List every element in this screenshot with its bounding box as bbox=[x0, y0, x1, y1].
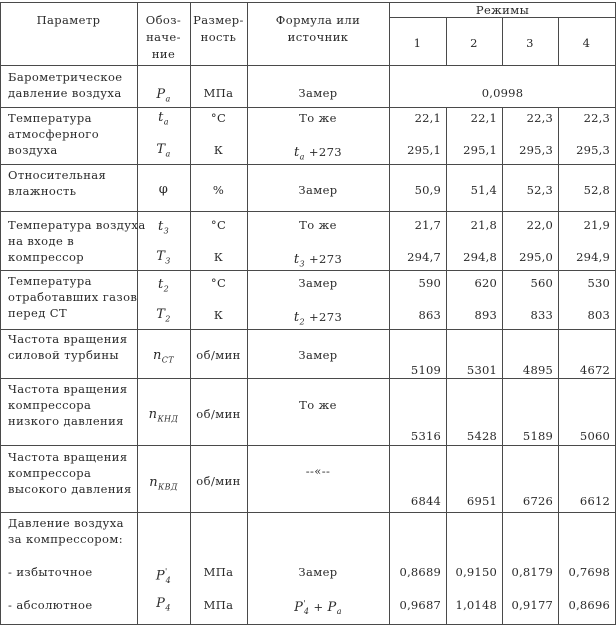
header-mode-3: 3 bbox=[526, 36, 534, 50]
param-name: Давление воздуха bbox=[8, 516, 124, 530]
param-name: давление воздуха bbox=[8, 86, 122, 100]
header-unit: Размер- bbox=[193, 13, 244, 27]
header-formula: Формула или bbox=[275, 13, 361, 27]
value: 530 bbox=[587, 276, 610, 290]
symbol: $P_a$ bbox=[156, 87, 171, 104]
value: 294,9 bbox=[576, 250, 610, 264]
source: То же bbox=[299, 398, 337, 412]
sub-label: - избыточное bbox=[8, 565, 93, 579]
value: 5060 bbox=[579, 429, 610, 443]
value: 4672 bbox=[579, 363, 610, 377]
value: 620 bbox=[474, 276, 497, 290]
source-formula: $P'_4 + P_a$ bbox=[294, 599, 342, 617]
value: 4895 bbox=[522, 363, 553, 377]
param-name: компрессора bbox=[8, 466, 92, 480]
value: 893 bbox=[474, 308, 497, 322]
param-name: отработавших газов bbox=[8, 290, 138, 304]
value: 295,3 bbox=[519, 143, 553, 157]
source-formula: $t_a +273$ bbox=[293, 145, 343, 162]
value: 22,3 bbox=[583, 111, 610, 125]
value-merged: 0,0998 bbox=[481, 86, 524, 100]
symbol: $T_a$ bbox=[156, 142, 171, 159]
unit: % bbox=[212, 183, 225, 197]
param-name: силовой турбины bbox=[8, 348, 119, 362]
value: 294,7 bbox=[407, 250, 441, 264]
header-formula: источник bbox=[287, 30, 349, 44]
unit: об/мин bbox=[196, 407, 241, 421]
unit: К bbox=[213, 250, 224, 264]
param-name: Частота вращения bbox=[8, 332, 128, 346]
symbol: $P'_4$ bbox=[155, 567, 172, 585]
source: То же bbox=[299, 111, 337, 125]
param-name: Частота вращения bbox=[8, 382, 128, 396]
value: 21,8 bbox=[470, 218, 497, 232]
rule-row bbox=[0, 211, 616, 212]
unit: К bbox=[213, 143, 224, 157]
value: 51,4 bbox=[470, 183, 497, 197]
value: 5301 bbox=[466, 363, 497, 377]
rule-row bbox=[0, 378, 616, 379]
param-name: влажность bbox=[8, 184, 77, 198]
source: То же bbox=[299, 218, 337, 232]
header-mode-4: 4 bbox=[582, 36, 591, 50]
value: 0,8696 bbox=[568, 598, 610, 612]
param-name: Температура воздуха bbox=[8, 218, 146, 232]
value: 5109 bbox=[410, 363, 441, 377]
value: 1,0148 bbox=[455, 598, 497, 612]
header-mode-2: 2 bbox=[470, 36, 478, 50]
value: 0,7698 bbox=[568, 565, 610, 579]
param-name: Температура bbox=[8, 111, 92, 125]
value: 0,8689 bbox=[399, 565, 441, 579]
value: 50,9 bbox=[414, 183, 441, 197]
param-name: компрессора bbox=[8, 398, 92, 412]
symbol: $n_{КНД}$ bbox=[148, 407, 179, 424]
unit: К bbox=[213, 308, 224, 322]
value: 560 bbox=[530, 276, 553, 290]
param-name: перед СТ bbox=[8, 306, 68, 320]
param-name: высокого давления bbox=[8, 482, 132, 496]
symbol: $t_3$ bbox=[157, 219, 170, 236]
param-name: Барометрическое bbox=[8, 70, 123, 84]
param-name: воздуха bbox=[8, 143, 58, 157]
symbol: $n_{СТ}$ bbox=[152, 348, 175, 365]
value: 22,3 bbox=[526, 111, 553, 125]
unit: об/мин bbox=[196, 474, 241, 488]
unit: °С bbox=[210, 276, 227, 290]
value: 6844 bbox=[410, 494, 441, 508]
header-desig: наче- bbox=[146, 30, 181, 44]
symbol: $n_{КВД}$ bbox=[149, 475, 178, 492]
header-param: Параметр bbox=[36, 13, 101, 27]
value: 22,1 bbox=[470, 111, 497, 125]
source: Замер bbox=[298, 183, 338, 197]
rule-row bbox=[0, 107, 616, 108]
value: 52,3 bbox=[526, 183, 553, 197]
param-name: Частота вращения bbox=[8, 450, 128, 464]
symbol: φ bbox=[158, 182, 169, 197]
header-desig: ние bbox=[151, 47, 176, 61]
value: 0,9150 bbox=[455, 565, 497, 579]
source-formula: $t_2 +273$ bbox=[293, 310, 343, 327]
param-name: атмосферного bbox=[8, 127, 100, 141]
source: Замер bbox=[298, 276, 338, 290]
symbol: $t_a$ bbox=[158, 110, 169, 127]
value: 295,1 bbox=[407, 143, 441, 157]
value: 0,8179 bbox=[511, 565, 553, 579]
sub-label: - абсолютное bbox=[8, 598, 93, 612]
value: 22,0 bbox=[526, 218, 553, 232]
value: 833 bbox=[530, 308, 553, 322]
value: 6612 bbox=[579, 494, 610, 508]
source-formula: $t_3 +273$ bbox=[293, 252, 343, 269]
value: 21,7 bbox=[414, 218, 441, 232]
value: 0,9177 bbox=[511, 598, 553, 612]
header-desig: Обоз- bbox=[145, 13, 182, 27]
unit: МПа bbox=[203, 598, 234, 612]
header-modes: Режимы bbox=[475, 3, 530, 17]
param-name: Температура bbox=[8, 274, 92, 288]
source: Замер bbox=[298, 348, 338, 362]
value: 6726 bbox=[522, 494, 553, 508]
value: 21,9 bbox=[583, 218, 610, 232]
source: Замер bbox=[298, 565, 338, 579]
value: 590 bbox=[418, 276, 441, 290]
param-name: Относительная bbox=[8, 168, 107, 182]
header-unit: ность bbox=[200, 30, 237, 44]
param-name: низкого давления bbox=[8, 414, 124, 428]
value: 294,8 bbox=[463, 250, 497, 264]
value: 5316 bbox=[410, 429, 441, 443]
symbol: $T_2$ bbox=[156, 307, 171, 324]
rule-row bbox=[0, 445, 616, 446]
rule-header-bottom bbox=[0, 65, 616, 66]
header-mode-1: 1 bbox=[413, 36, 422, 50]
param-name: компрессор bbox=[8, 250, 85, 264]
source: --«-- bbox=[305, 464, 331, 478]
value: 22,1 bbox=[414, 111, 441, 125]
value: 0,9687 bbox=[399, 598, 441, 612]
value: 295,0 bbox=[519, 250, 553, 264]
param-name: за компрессором: bbox=[8, 532, 123, 546]
value: 5428 bbox=[466, 429, 497, 443]
col-border bbox=[0, 2, 1, 625]
rule-bottom bbox=[0, 624, 616, 625]
value: 295,1 bbox=[463, 143, 497, 157]
param-name: на входе в bbox=[8, 234, 75, 248]
unit: °С bbox=[210, 111, 227, 125]
value: 5189 bbox=[522, 429, 553, 443]
value: 6951 bbox=[466, 494, 497, 508]
unit: °С bbox=[210, 218, 227, 232]
value: 295,3 bbox=[576, 143, 610, 157]
unit: МПа bbox=[203, 565, 234, 579]
symbol: $P_4$ bbox=[156, 596, 171, 613]
unit: МПа bbox=[203, 86, 234, 100]
symbol: $t_2$ bbox=[157, 277, 170, 294]
value: 863 bbox=[418, 308, 441, 322]
symbol: $T_3$ bbox=[156, 249, 171, 266]
source: Замер bbox=[298, 86, 338, 100]
unit: об/мин bbox=[196, 348, 241, 362]
value: 52,8 bbox=[583, 183, 610, 197]
rule-row bbox=[0, 512, 616, 513]
value: 803 bbox=[587, 308, 610, 322]
